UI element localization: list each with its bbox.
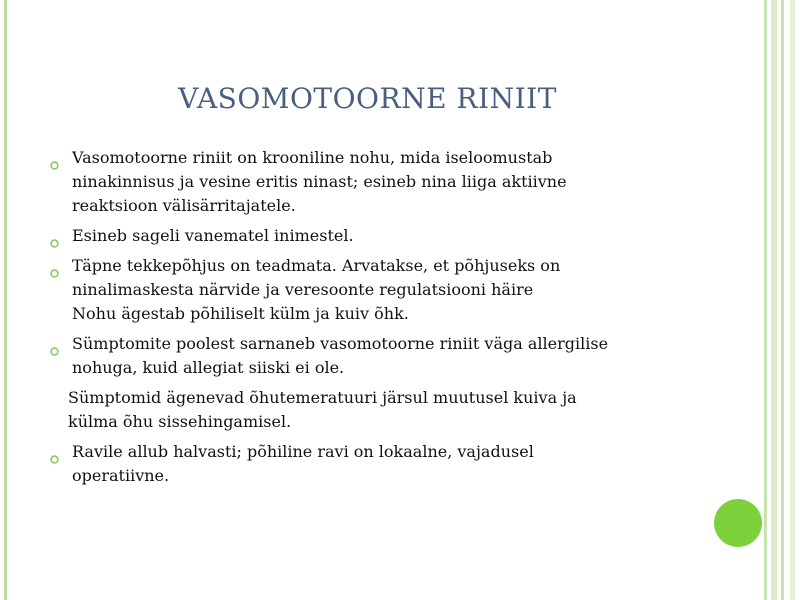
- list-item-text-line: nohuga, kuid allegiat siiski ei ole.: [72, 358, 345, 377]
- list-item-text-line: Nohu ägestab põhiliselt külm ja kuiv õhk.: [72, 304, 409, 323]
- list-item-text-line: külma õhu sissehingamisel.: [68, 412, 292, 431]
- list-item-text-line: operatiivne.: [72, 466, 170, 485]
- list-item: [44, 440, 694, 488]
- list-item-text-line: Ravile allub halvasti; põhiline ravi on lokaalne, vajadusel: [72, 442, 534, 461]
- list-item-text-line: Täpne tekkepõhjus on teadmata. Arvatakse, et põhjuseks on: [72, 256, 561, 275]
- list-item-text-line: ninakinnisus ja vesine eritis ninast; esineb nina liiga aktiivne: [72, 172, 567, 191]
- list-item: [44, 332, 694, 380]
- list-item-text-line: Esineb sageli vanematel inimestel.: [72, 226, 354, 245]
- list-item-text-line: reaktsioon välisärritajatele.: [72, 196, 296, 215]
- hollow-circle-bullet-icon: [50, 261, 59, 270]
- list-item-text-line: ninalimaskesta närvide ja veresoonte regulatsiooni häire: [72, 280, 534, 299]
- right-stripe-decoration: [771, 0, 777, 600]
- slide-title: VASOMOTOORNE RINIIT: [178, 82, 557, 115]
- bullet-list: [44, 146, 694, 494]
- green-circle-icon: [714, 499, 762, 547]
- right-stripe-decoration: [781, 0, 784, 600]
- list-item-text-line: Vasomotoorne riniit on krooniline nohu, mida iseloomustab: [72, 148, 553, 167]
- list-item: [44, 386, 694, 434]
- right-stripe-decoration: [764, 0, 767, 600]
- hollow-circle-bullet-icon: [50, 231, 59, 240]
- right-stripe-decoration: [790, 0, 795, 600]
- hollow-circle-bullet-icon: [50, 153, 59, 162]
- list-item-text-line: Sümptomid ägenevad õhutemeratuuri järsul muutusel kuiva ja: [68, 388, 577, 407]
- list-item-text-line: Sümptomite poolest sarnaneb vasomotoorne riniit väga allergilise: [72, 334, 609, 353]
- hollow-circle-bullet-icon: [50, 447, 59, 456]
- list-item: [44, 254, 694, 326]
- list-item: [44, 224, 694, 248]
- list-item: [44, 146, 694, 218]
- hollow-circle-bullet-icon: [50, 339, 59, 348]
